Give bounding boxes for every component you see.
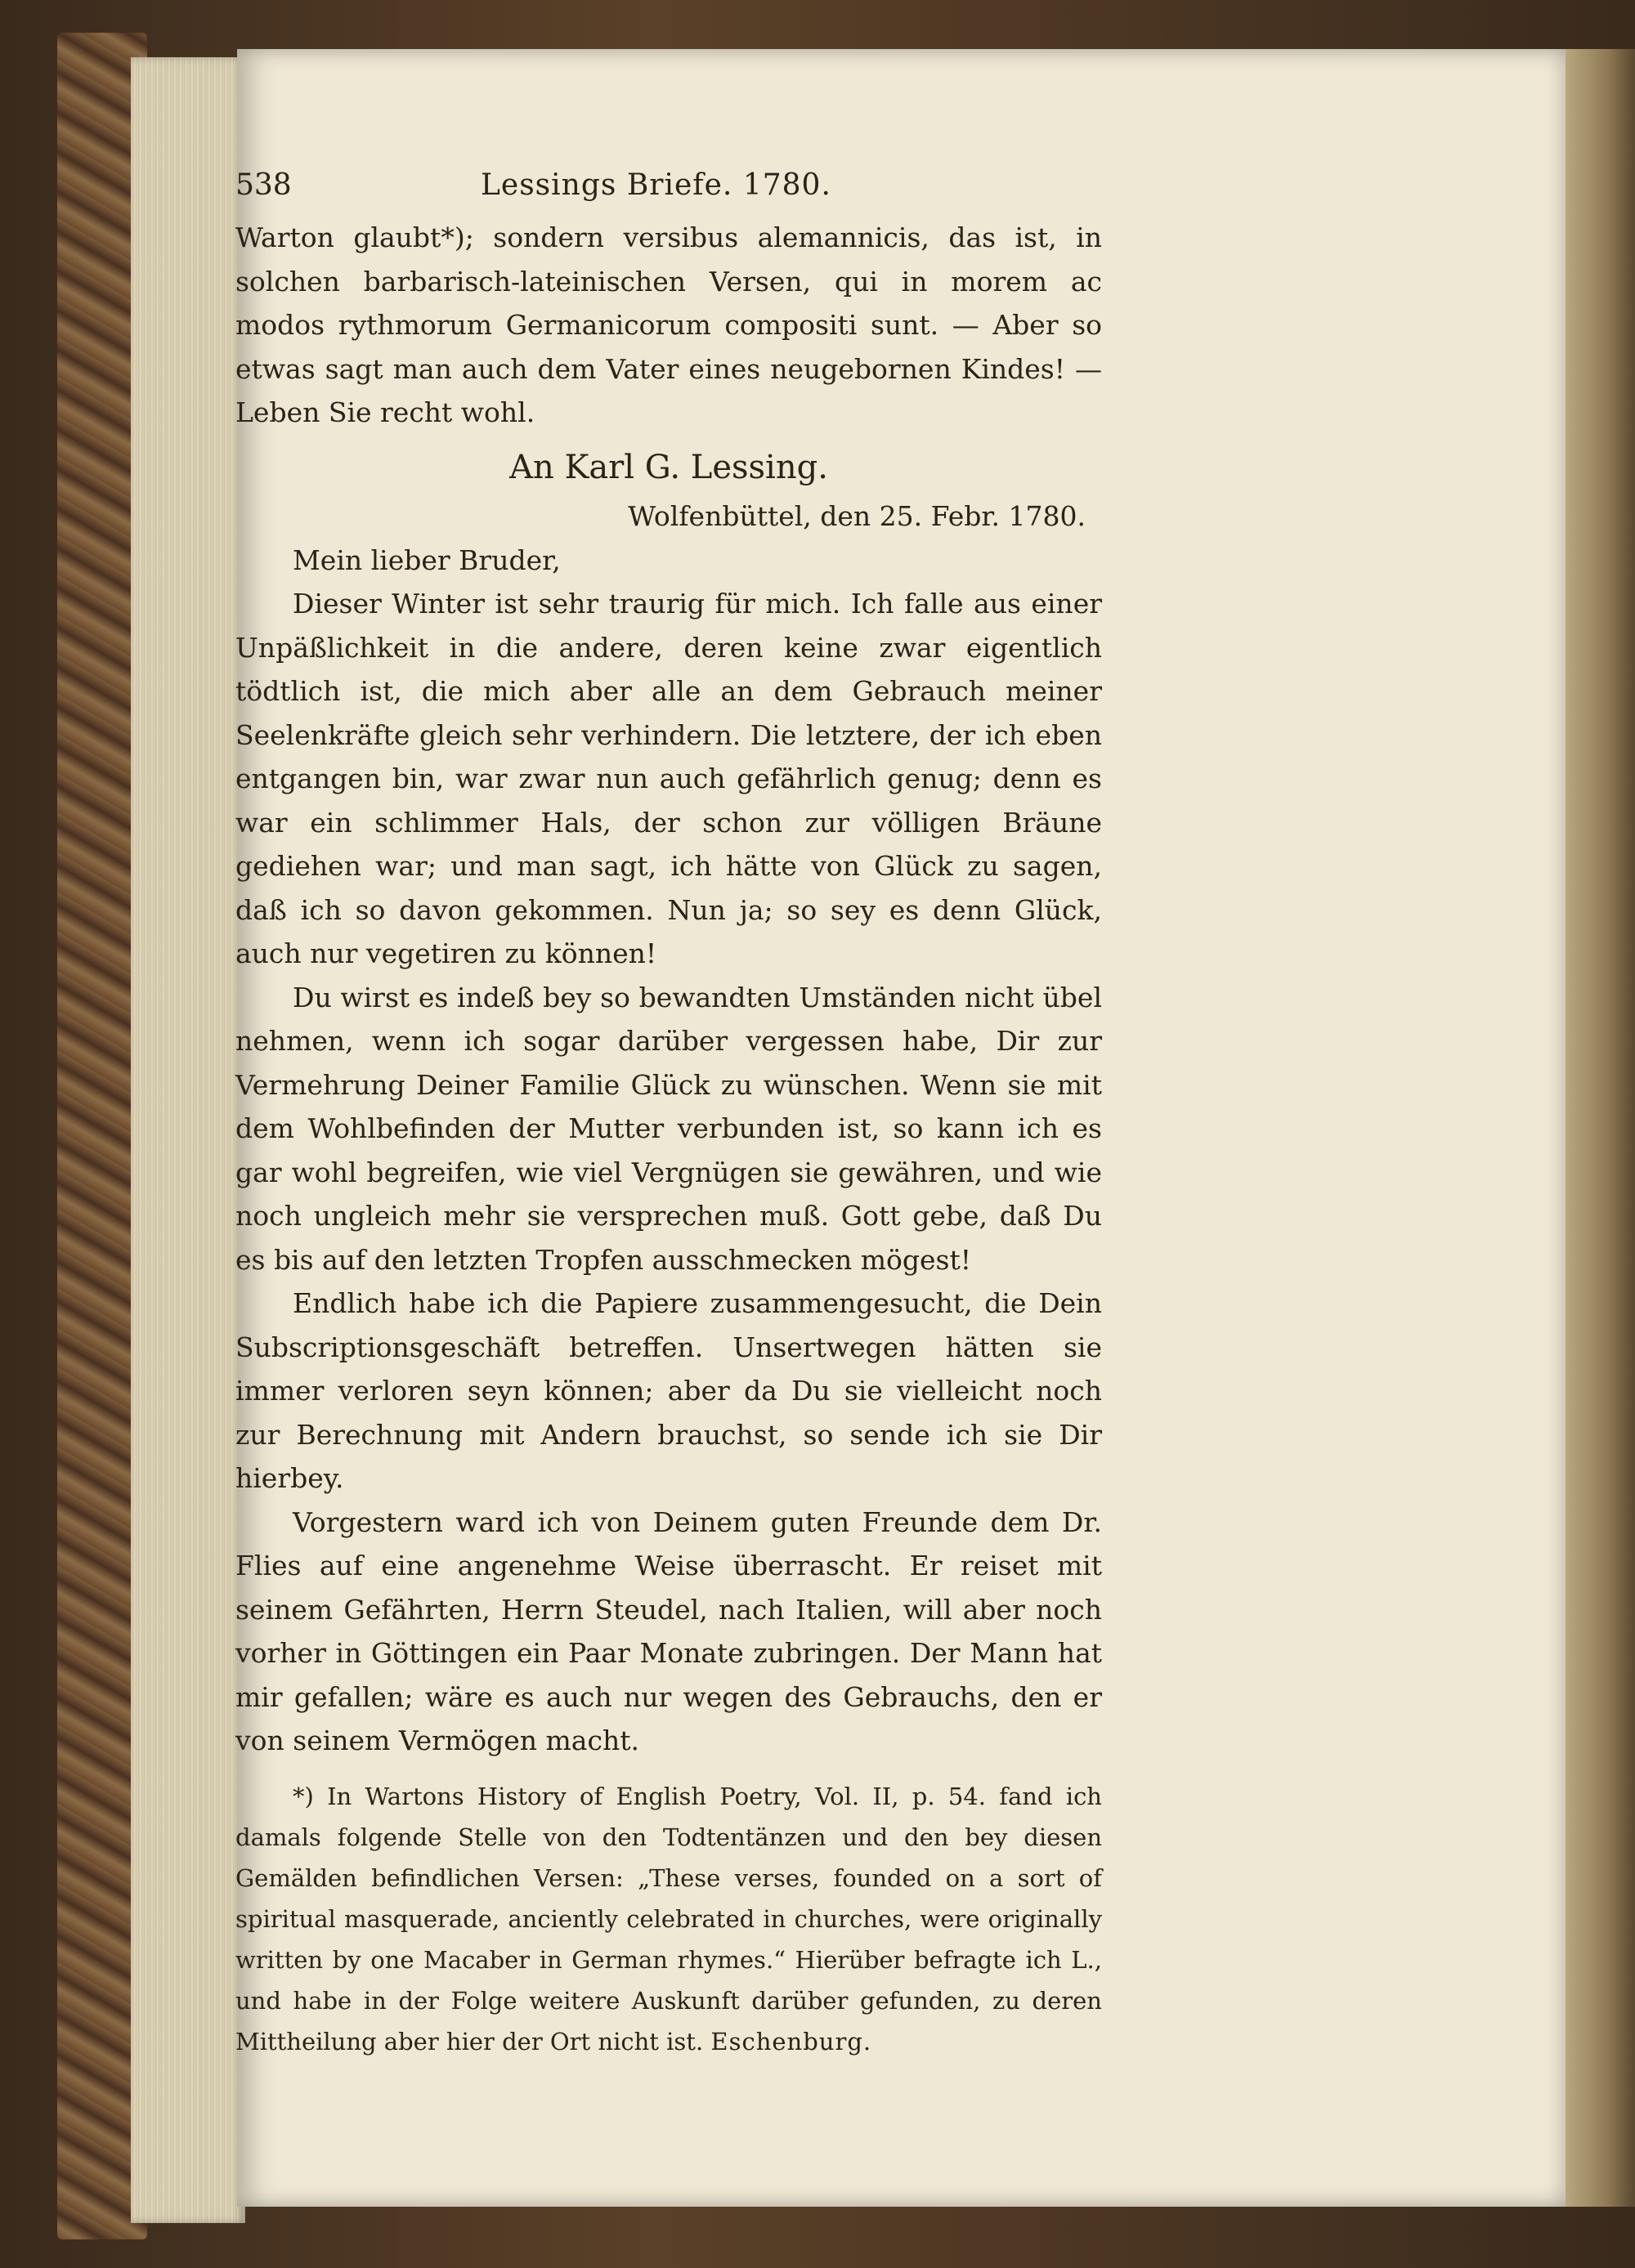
letter-paragraph: Du wirst es indeß bey so bewandten Umständen nicht übel nehmen, wenn ich sogar darüber vergessen habe, Dir zur Vermehrung Deiner Familie Glück zu wünschen. Wenn sie mit dem Wohlbefinden der Mutter verbunden ist, so kann ich es gar wohl begreifen, wie viel Vergnügen sie gewähren, und wie noch ungleich mehr sie versprechen muß. Gott gebe, daß Du es bis auf den letzten Tropfen ausschmecken mögest! [235,981,1102,1276]
running-title: Lessings Briefe. 1780. [481,168,831,202]
letter-heading: An Karl G. Lessing. [509,448,828,486]
footnote-signature: Eschenburg. [710,2027,872,2056]
page-text [235,163,1102,2062]
footnote [235,1776,1102,2062]
letter-paragraph: Dieser Winter ist sehr traurig für mich. Ich falle aus einer Unpäßlichkeit in die andere, deren keine zwar eigentlich tödtlich ist, die mich aber alle an dem Gebrauch meiner Seelenkräfte gleich sehr verhindern. Die letztere, der ich eben entgangen bin, war zwar nun auch gefährlich genug; denn es war ein schlimmer Hals, der schon zur völligen Bräune gediehen war; und man sagt, ich hätte von Glück zu sagen, daß ich so davon gekommen. Nun ja; so sey es denn Glück, auch nur vegetiren zu können! [235,588,1102,969]
letter-salutation: Mein lieber Bruder, [293,544,561,576]
letter-paragraph: Vorgestern ward ich von Deinem guten Freunde dem Dr. Flies auf eine angenehme Weise überrascht. Er reiset mit seinem Gefährten, Herrn Steudel, nach Italien, will aber noch vorher in Göttingen ein Paar Monate zubringen. Der Mann hat mir gefallen; wäre es auch nur wegen des Gebrauchs, den er von seinem Vermögen macht. [235,1505,1102,1756]
page-edges [131,57,245,2223]
footnote-text: *) In Wartons History of English Poetry, Vol. II, p. 54. fand ich damals folgende Stelle von den Todtentänzen und den bey diesen Gemälden befindlichen Versen: „These verses, founded on a sort of spiritual masquerade, anciently celebrated in churches, were originally written by one Macaber in German rhymes.“ Hierüber befragte ich L., und habe in der Folge weitere Auskunft darüber gefunden, zu deren Mittheilung aber hier der Ort nicht ist. [235,1782,1102,2056]
continuation-paragraph: Warton glaubt*); sondern versibus alemannicis, das ist, in solchen barbarisch-lateinischen Versen, qui in morem ac modos rythmorum Germanicorum compositi sunt. — Aber so etwas sagt man auch dem Vater eines neugebornen Kindes! — Leben Sie recht wohl. [235,221,1102,428]
book-spine-edge [1566,49,1635,2207]
letter-paragraph: Endlich habe ich die Papiere zusammengesucht, die Dein Subscriptionsgeschäft betreffen. Unsertwegen hätten sie immer verloren seyn können; aber da Du sie vielleicht noch zur Berechnung mit Andern brauchst, so sende ich sie Dir hierbey. [235,1287,1102,1494]
letter-dateline: Wolfenbüttel, den 25. Febr. 1780. [628,500,1086,532]
page-header [235,163,1102,212]
page-number: 538 [235,168,292,202]
